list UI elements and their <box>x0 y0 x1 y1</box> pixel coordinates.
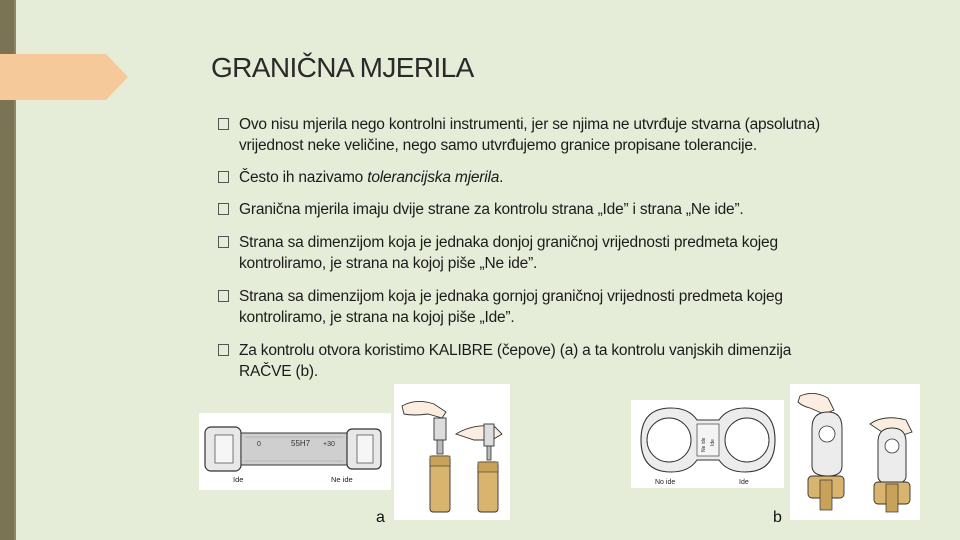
title-arrow-accent <box>0 54 130 100</box>
gauge-size-text: 55H7 <box>291 439 311 448</box>
bullet-text-cont: RAČVE (b). <box>239 363 318 380</box>
bullet-item <box>218 340 918 382</box>
bullet-text: Granična mjerila imaju dvije strane za kontrolu strana „Ide” i strana „Ne ide”. <box>239 201 744 218</box>
snap-gauge-usage-figure <box>790 384 920 520</box>
bullet-box-icon <box>218 171 229 183</box>
bullet-item <box>218 286 918 328</box>
bullet-text: Strana sa dimenzijom koja je jednaka donjoj graničnoj vrijednosti predmeta kojeg <box>239 234 778 251</box>
bullet-item <box>218 114 918 156</box>
bullet-text: Ovo nisu mjerila nego kontrolni instrumenti, jer se njima ne utvrđuje stvarna (apsolutna) <box>239 116 820 133</box>
snap-nogo-label: No ide <box>655 479 676 486</box>
bullet-item <box>218 232 918 274</box>
snap-gauge-figure <box>631 400 784 488</box>
bullet-text-cont: kontroliramo, je strana na kojoj piše „Ide”. <box>239 309 515 326</box>
bullet-emphasis: tolerancijska mjerila <box>367 169 500 186</box>
bullet-box-icon <box>218 203 229 215</box>
caption-b: b <box>773 509 782 526</box>
plug-go-label: Ide <box>233 475 244 484</box>
snap-side-a: Ne ide <box>701 437 707 452</box>
bullet-box-icon <box>218 290 229 302</box>
bullet-box-icon <box>218 344 229 356</box>
caption-a: a <box>376 509 385 526</box>
gauge-tol-bottom: 0 <box>257 441 261 448</box>
snap-go-label: Ide <box>739 479 749 486</box>
bullet-item <box>218 199 918 220</box>
bullet-box-icon <box>218 118 229 130</box>
bullet-text: Strana sa dimenzijom koja je jednaka gornjoj graničnoj vrijednosti predmeta kojeg <box>239 288 783 305</box>
bullet-text-cont: vrijednost neke veličine, nego samo utvrđujemo granice propisane tolerancije. <box>239 137 757 154</box>
bullet-list <box>218 114 918 382</box>
bullet-text: Često ih nazivamo <box>239 169 368 186</box>
slide-title: GRANIČNA MJERILA <box>211 52 474 83</box>
bullet-text-end: . <box>499 169 504 186</box>
plug-gauge-usage-figure <box>394 384 510 520</box>
bullet-item <box>218 167 918 188</box>
bullet-box-icon <box>218 236 229 248</box>
plug-nogo-label: Ne ide <box>331 475 353 484</box>
bullet-text: Za kontrolu otvora koristimo KALIBRE (čepove) (a) a ta kontrolu vanjskih dimenzija <box>239 342 792 359</box>
snap-side-b: Ide <box>710 439 716 446</box>
plug-gauge-figure <box>199 413 391 490</box>
bullet-text-cont: kontroliramo, je strana na kojoj piše „Ne ide”. <box>239 255 538 272</box>
gauge-tol-top: +30 <box>323 441 335 448</box>
